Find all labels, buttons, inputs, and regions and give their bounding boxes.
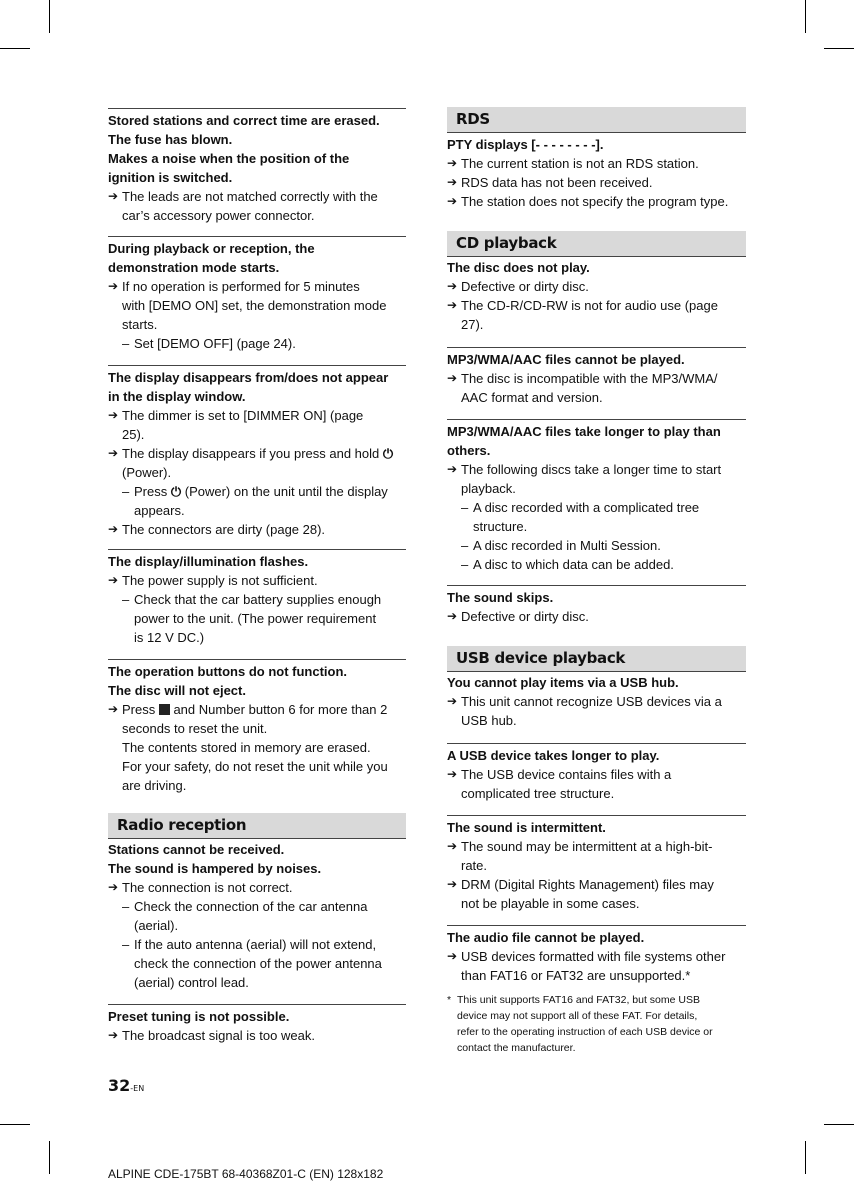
symptom-heading: The operation buttons do not function. (108, 664, 348, 679)
trouble-block (447, 419, 746, 574)
trouble-block (447, 743, 746, 803)
cause-item: ➔ The broadcast signal is too weak. (108, 1028, 315, 1043)
arrow-icon: ➔ (447, 298, 458, 312)
cause-item-cont: USB hub. (461, 713, 517, 728)
arrow-icon: ➔ (108, 279, 119, 293)
symptom-heading: A USB device takes longer to play. (447, 748, 660, 763)
crop-mark (0, 48, 30, 49)
symptom-heading: Stored stations and correct time are erased. (108, 113, 380, 128)
crop-mark (0, 1124, 30, 1125)
trouble-block (447, 815, 746, 913)
arrow-icon: ➔ (447, 609, 458, 623)
cause-item: ➔ The connection is not correct. (108, 880, 293, 895)
arrow-icon: ➔ (108, 189, 119, 203)
section-header-radio: Radio reception (108, 813, 406, 839)
symptom-heading: MP3/WMA/AAC files cannot be played. (447, 352, 685, 367)
cause-item-cont: 25). (122, 427, 145, 442)
trouble-block (108, 108, 406, 225)
symptom-heading: The fuse has blown. (108, 132, 233, 147)
trouble-block (447, 673, 746, 730)
arrow-icon: ➔ (447, 194, 458, 208)
trouble-block (108, 236, 406, 353)
footnote-mark: * (447, 994, 452, 1006)
symptom-heading: Stations cannot be received. (108, 842, 285, 857)
section-header-usb: USB device playback (447, 646, 746, 672)
trouble-block (447, 258, 746, 334)
cause-item-cont: 27). (461, 317, 484, 332)
cause-item-cont: playback. (461, 481, 516, 496)
arrow-icon: ➔ (108, 573, 119, 587)
trouble-block (108, 1004, 406, 1045)
symptom-heading: The audio file cannot be played. (447, 930, 645, 945)
symptom-heading: The sound is intermittent. (447, 820, 606, 835)
remedy-item: – Press ⏻ (Power) on the unit until the display (122, 484, 388, 499)
arrow-icon: ➔ (447, 877, 458, 891)
cause-item: ➔ The power supply is not sufficient. (108, 573, 318, 588)
symptom-heading: The sound skips. (447, 590, 554, 605)
cause-item: ➔ The CD-R/CD-RW is not for audio use (page (447, 298, 718, 313)
print-footer: ALPINE CDE-175BT 68-40368Z01-C (EN) 128x182 (108, 1167, 384, 1181)
remedy-item-cont: (aerial). (134, 918, 179, 933)
cause-item-cont: not be playable in some cases. (461, 896, 640, 911)
cause-item: ➔ The sound may be intermittent at a high-bit- (447, 839, 713, 854)
remedy-item-cont: check the connection of the power antenna (134, 956, 382, 971)
cause-item-cont: AAC format and version. (461, 390, 603, 405)
remedy-item: – A disc recorded in Multi Session. (461, 538, 661, 553)
arrow-icon: ➔ (108, 446, 119, 460)
symptom-heading: others. (447, 443, 491, 458)
arrow-icon: ➔ (447, 839, 458, 853)
crop-mark (805, 1141, 806, 1174)
cause-item: ➔ The display disappears if you press and hold ⏻ (108, 446, 394, 461)
cause-item-cont: than FAT16 or FAT32 are unsupported.* (461, 968, 691, 983)
page-number: 32-EN (108, 1076, 145, 1095)
cause-item: ➔ This unit cannot recognize USB devices via a (447, 694, 722, 709)
symptom-heading: You cannot play items via a USB hub. (447, 675, 679, 690)
cause-item: ➔ If no operation is performed for 5 minutes (108, 279, 360, 294)
cause-item-cont: The contents stored in memory are erased. (122, 740, 371, 755)
trouble-block (447, 135, 746, 211)
cause-item-cont: with [DEMO ON] set, the demonstration mode (122, 298, 387, 313)
remedy-item-cont: structure. (473, 519, 528, 534)
trouble-block (108, 659, 406, 795)
power-icon: ⏻ (382, 446, 394, 461)
symptom-heading: The disc does not play. (447, 260, 590, 275)
symptom-heading: PTY displays [- - - - - - - -]. (447, 137, 604, 152)
remedy-item: – Check that the car battery supplies enough (122, 592, 382, 607)
symptom-heading: During playback or reception, the (108, 241, 315, 256)
footnote-line: This unit supports FAT16 and FAT32, but some USB (457, 994, 700, 1006)
crop-mark (805, 0, 806, 33)
symptom-heading: The sound is hampered by noises. (108, 861, 322, 876)
crop-mark (824, 1124, 854, 1125)
trouble-block (447, 347, 746, 407)
cause-item: ➔ USB devices formatted with file systems other (447, 949, 726, 964)
trouble-block (108, 840, 406, 992)
power-icon: ⏻ (170, 484, 182, 499)
reset-button-icon (159, 704, 170, 715)
symptom-heading: The display/illumination flashes. (108, 554, 309, 569)
arrow-icon: ➔ (447, 694, 458, 708)
cause-item: ➔ Press and Number button 6 for more than 2 (108, 702, 388, 717)
cause-item: ➔ DRM (Digital Rights Management) files may (447, 877, 714, 892)
symptom-heading: Makes a noise when the position of the (108, 151, 350, 166)
cause-item: ➔ The USB device contains files with a (447, 767, 672, 782)
section-header-rds: RDS (447, 107, 746, 133)
cause-item: ➔ Defective or dirty disc. (447, 609, 589, 624)
arrow-icon: ➔ (108, 408, 119, 422)
trouble-block (447, 585, 746, 626)
symptom-heading: in the display window. (108, 389, 246, 404)
symptom-heading: MP3/WMA/AAC files take longer to play than (447, 424, 721, 439)
arrow-icon: ➔ (447, 462, 458, 476)
remedy-item: – Set [DEMO OFF] (page 24). (122, 336, 296, 351)
symptom-heading: The display disappears from/does not appear (108, 370, 389, 385)
symptom-heading: Preset tuning is not possible. (108, 1009, 290, 1024)
arrow-icon: ➔ (447, 949, 458, 963)
trouble-block (108, 365, 406, 539)
cause-item-cont: (Power). (122, 465, 172, 480)
cause-item: ➔ The station does not specify the program type. (447, 194, 729, 209)
arrow-icon: ➔ (108, 1028, 119, 1042)
cause-item-cont: complicated tree structure. (461, 786, 615, 801)
remedy-item: – If the auto antenna (aerial) will not extend, (122, 937, 377, 952)
arrow-icon: ➔ (447, 156, 458, 170)
cause-item: ➔ The connectors are dirty (page 28). (108, 522, 326, 537)
cause-item: ➔ The following discs take a longer time to start (447, 462, 722, 477)
arrow-icon: ➔ (108, 702, 119, 716)
arrow-icon: ➔ (108, 522, 119, 536)
remedy-item-cont: (aerial) control lead. (134, 975, 249, 990)
symptom-heading: The disc will not eject. (108, 683, 246, 698)
arrow-icon: ➔ (447, 371, 458, 385)
cause-item: ➔ The dimmer is set to [DIMMER ON] (page (108, 408, 364, 423)
symptom-heading: demonstration mode starts. (108, 260, 280, 275)
crop-mark (824, 48, 854, 49)
remedy-item-cont: appears. (134, 503, 185, 518)
cause-item: ➔ Defective or dirty disc. (447, 279, 589, 294)
footnote-line: refer to the operating instruction of each USB device or (457, 1026, 713, 1038)
trouble-block (108, 549, 406, 647)
remedy-item: – Check the connection of the car antenna (122, 899, 368, 914)
crop-mark (49, 1141, 50, 1174)
cause-item-cont: rate. (461, 858, 488, 873)
footnote-line: device may not support all of these FAT. For details, (457, 1010, 698, 1022)
arrow-icon: ➔ (447, 175, 458, 189)
arrow-icon: ➔ (447, 279, 458, 293)
cause-item-cont: car’s accessory power connector. (122, 208, 315, 223)
crop-mark (49, 0, 50, 33)
cause-item-cont: seconds to reset the unit. (122, 721, 268, 736)
remedy-item: – A disc recorded with a complicated tree (461, 500, 700, 515)
cause-item-cont: For your safety, do not reset the unit while you (122, 759, 388, 774)
footnote-line: contact the manufacturer. (457, 1042, 576, 1054)
cause-item-cont: starts. (122, 317, 158, 332)
arrow-icon: ➔ (447, 767, 458, 781)
remedy-item-cont: power to the unit. (The power requirement (134, 611, 377, 626)
cause-item: ➔ The leads are not matched correctly with the (108, 189, 378, 204)
trouble-block (447, 925, 746, 985)
cause-item: ➔ RDS data has not been received. (447, 175, 653, 190)
cause-item-cont: are driving. (122, 778, 187, 793)
section-header-cd: CD playback (447, 231, 746, 257)
cause-item: ➔ The disc is incompatible with the MP3/WMA/ (447, 371, 718, 386)
symptom-heading: ignition is switched. (108, 170, 233, 185)
arrow-icon: ➔ (108, 880, 119, 894)
cause-item: ➔ The current station is not an RDS station. (447, 156, 699, 171)
remedy-item-cont: is 12 V DC.) (134, 630, 205, 645)
remedy-item: – A disc to which data can be added. (461, 557, 674, 572)
